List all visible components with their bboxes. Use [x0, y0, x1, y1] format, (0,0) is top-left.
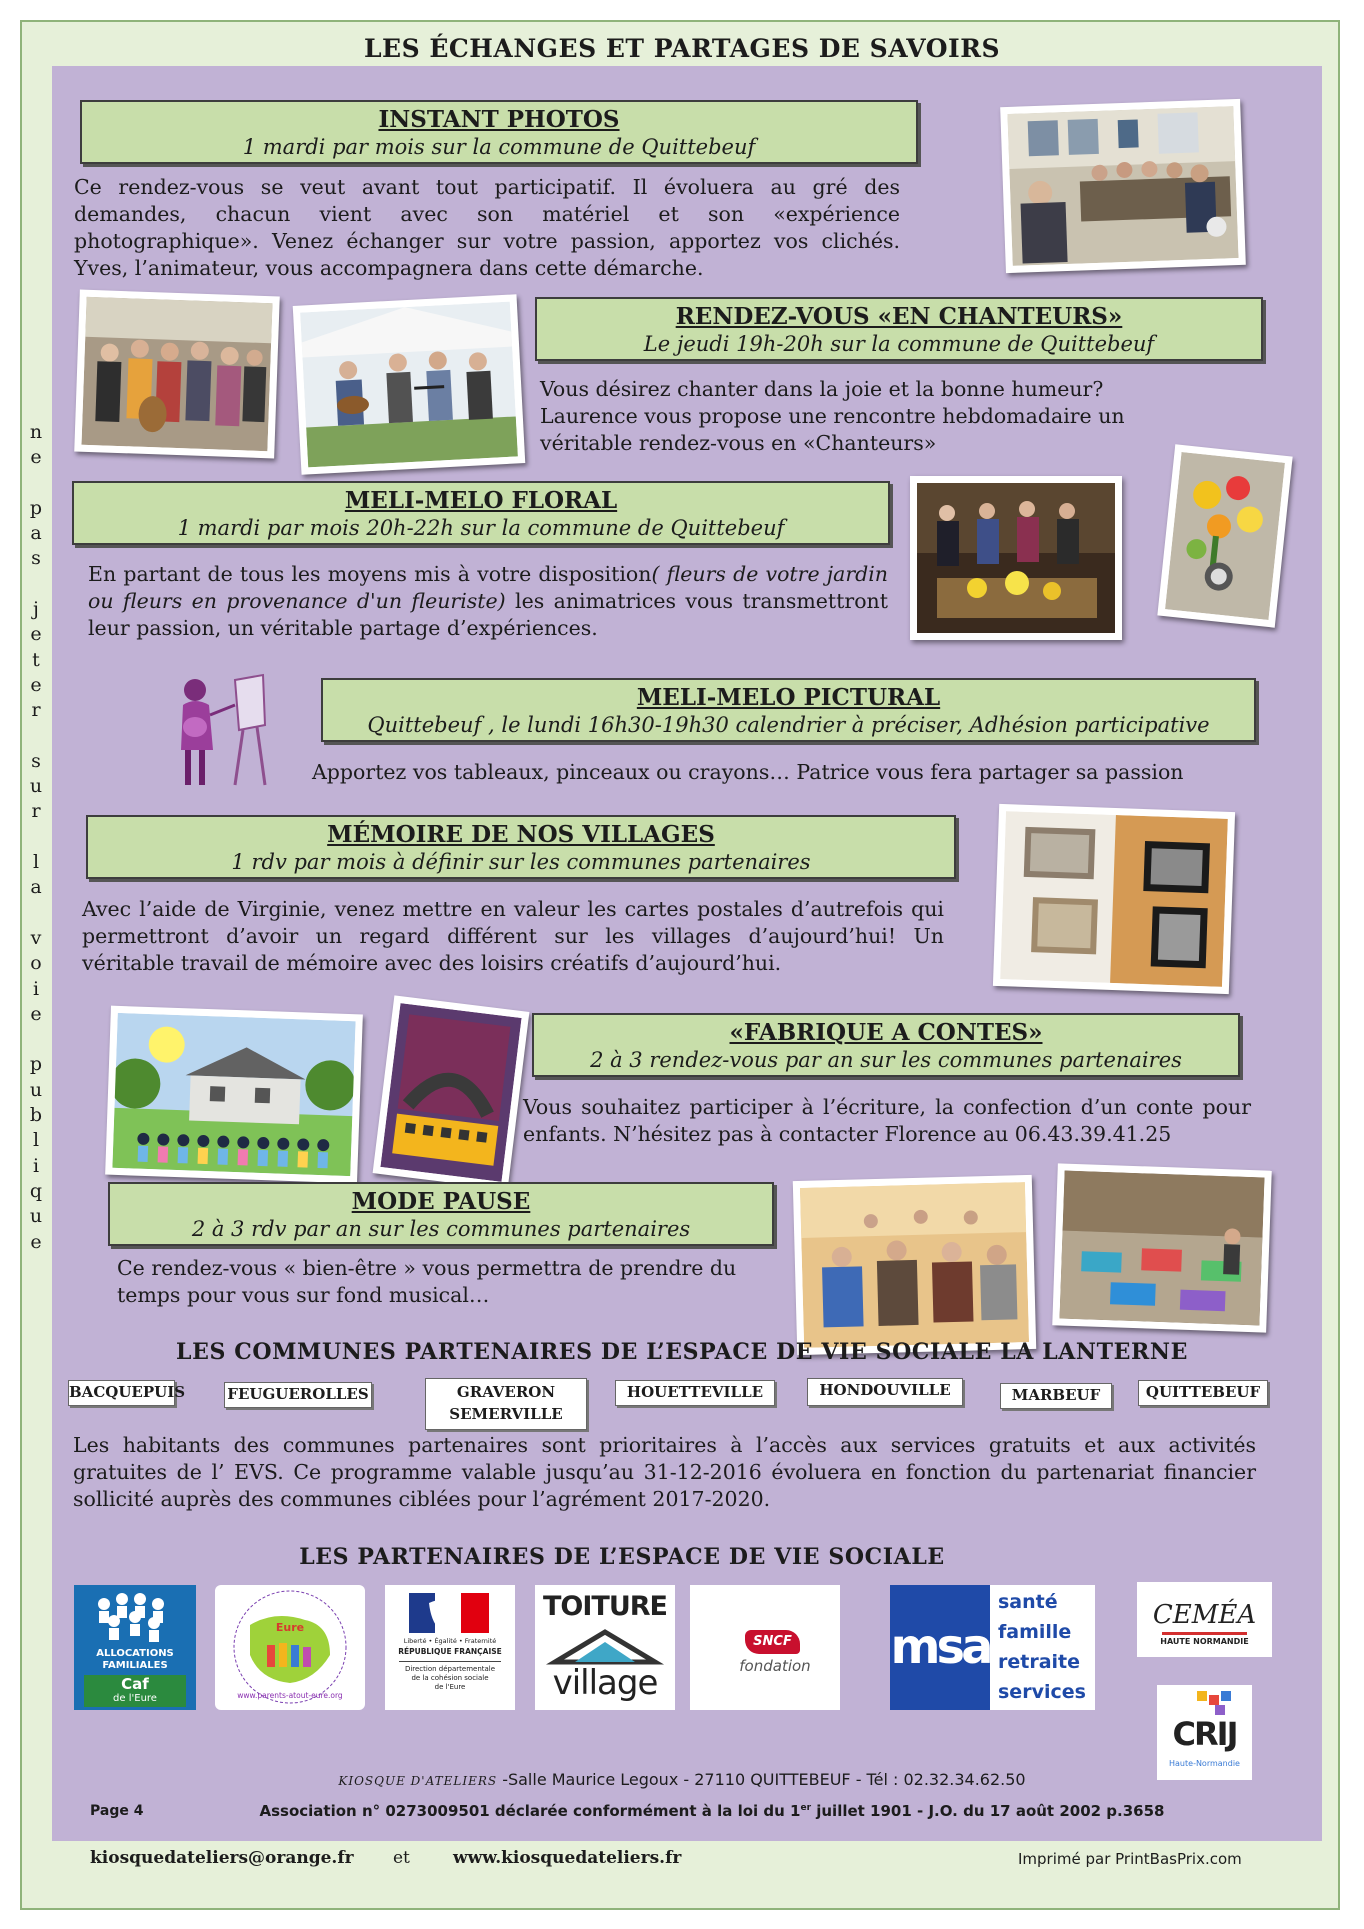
- msa-word: famille: [998, 1621, 1072, 1643]
- activity-text-instant-photos: Ce rendez-vous se veut avant tout participatif. Il évoluera au gré des demandes, chacun vient avec son matériel et son «expérience photographique». Venez échanger sur votre passion, apportez vos clichés. Yves, l’animateur, vous accompagnera dans cette démarche.: [74, 175, 900, 280]
- marianne-icon: [409, 1593, 489, 1633]
- vertical-letter: [27, 572, 45, 597]
- activity-title: MODE PAUSE: [351, 1188, 531, 1215]
- vertical-letter: e: [30, 673, 42, 696]
- footer-address: -Salle Maurice Legoux - 27110 QUITTEBEUF - Tél : 02.32.34.62.50: [497, 1770, 1026, 1789]
- logo-prefecture: [385, 1585, 515, 1710]
- vertical-letter: e: [30, 1230, 42, 1253]
- activity-subtitle: 2 à 3 rendez-vous par an sur les communes partenaires: [590, 1048, 1182, 1072]
- vertical-letter: e: [30, 623, 42, 646]
- reaap-url: www.parents-atout-eure.org: [237, 1691, 343, 1700]
- sncf-line2: fondation: [739, 1657, 811, 1675]
- activity-header-meli-melo-pictural: [321, 678, 1256, 742]
- vertical-letter: v: [30, 926, 42, 949]
- vertical-letter: n: [29, 421, 43, 443]
- activity-text-fabrique-contes: Vous souhaitez participer à l’écriture, la confection d’un conte pour enfants. N’hésitez pas à contacter Florence au 06.43.39.41.25: [523, 1095, 1251, 1146]
- commune-name: GRAVERON: [456, 1383, 556, 1401]
- crij-squares-icon: [1157, 1687, 1252, 1717]
- vertical-letter: l: [32, 1129, 40, 1152]
- vertical-letter: j: [33, 598, 39, 621]
- vertical-letter: o: [30, 952, 42, 975]
- activity-text-chanteurs: Vous désirez chanter dans la joie et la bonne humeur? Laurence vous propose une rencontre hebdomadaire un véritable rendez-vous en «Chanteurs»: [540, 377, 1125, 455]
- activity-text-meli-melo-pictural: Apportez vos tableaux, pinceaux ou crayons… Patrice vous fera partager sa passion: [312, 760, 1184, 784]
- commune-badge-double: [425, 1378, 587, 1430]
- caf-line2: FAMILIALES: [102, 1660, 168, 1671]
- photo-contes-2: [373, 995, 530, 1189]
- footer-address-line: [0, 1770, 1364, 1789]
- activity-subtitle: Le jeudi 19h-20h sur la commune de Quittebeuf: [643, 332, 1155, 356]
- commune-badge: QUITTEBEUF: [1138, 1380, 1268, 1406]
- photo-flower-workshop-icon: [917, 483, 1115, 633]
- footer-brand: KIOSQUE D'ATELIERS: [338, 1774, 498, 1788]
- cemea-line2: HAUTE NORMANDIE: [1160, 1637, 1249, 1646]
- commune-badge: HONDOUVILLE: [807, 1378, 963, 1406]
- vertical-letter: q: [29, 1179, 43, 1202]
- logo-msa: [890, 1585, 1095, 1710]
- vertical-letter: [27, 1027, 45, 1052]
- vertical-letter: r: [31, 800, 41, 823]
- photo-drawing-icon: [380, 1003, 521, 1182]
- vertical-letter: [27, 724, 45, 749]
- activity-header-memoire: [86, 815, 956, 879]
- photo-floral-2: [1157, 444, 1292, 627]
- vertical-letter: [27, 825, 45, 850]
- caf-line4: de l'Eure: [113, 1693, 157, 1704]
- rf-line4: de la cohésion sociale: [411, 1674, 489, 1682]
- logo-cemea: [1137, 1582, 1272, 1657]
- photo-outdoor-concert-icon: [300, 302, 518, 468]
- crij-line1: CRIJ: [1172, 1715, 1237, 1753]
- crij-line2: Haute-Normandie: [1169, 1759, 1240, 1768]
- footer-and: et: [393, 1848, 410, 1868]
- activity-subtitle: Quittebeuf , le lundi 16h30-19h30 calendrier à préciser, Adhésion participative: [367, 713, 1210, 737]
- activity-text-part: En partant de tous les moyens mis à votre disposition: [88, 562, 652, 586]
- photo-house-children-icon: [112, 1013, 355, 1176]
- activity-text-italic: ( fleurs de votre jardin ou fleurs en provenance d'un fleuriste): [88, 562, 889, 613]
- vertical-letter: e: [30, 1002, 42, 1025]
- logo-toiture-village: [535, 1585, 675, 1710]
- sncf-line1: SNCF: [745, 1630, 800, 1654]
- logo-crij: [1157, 1685, 1252, 1780]
- footer-association: [0, 1802, 1364, 1820]
- reaap-center-label: Eure: [275, 1621, 305, 1634]
- vertical-letter: s: [31, 547, 41, 570]
- toiture-line1: TOITURE: [543, 1591, 667, 1622]
- footer-printer: Imprimé par PrintBasPrix.com: [1018, 1850, 1242, 1868]
- activity-header-meli-melo-floral: [72, 481, 890, 545]
- association-sup: er: [800, 1803, 812, 1813]
- vertical-letter: t: [32, 648, 40, 671]
- footer-website[interactable]: www.kiosquedateliers.fr: [453, 1848, 682, 1868]
- photo-memoire: [993, 804, 1235, 994]
- vertical-letter: i: [32, 1154, 40, 1177]
- msa-word: services: [998, 1681, 1086, 1703]
- logo-caf: [74, 1585, 196, 1710]
- activity-title: «FABRIQUE A CONTES»: [729, 1019, 1043, 1046]
- commune-badge: FEUGUEROLLES: [224, 1382, 372, 1408]
- photo-hall-mats-icon: [1059, 1171, 1264, 1326]
- vertical-letter: p: [29, 1053, 43, 1076]
- activity-title: MELI-MELO PICTURAL: [636, 684, 941, 711]
- roof-icon: [545, 1627, 665, 1667]
- vertical-letter: u: [29, 775, 43, 798]
- photo-chanteurs-1: [74, 290, 280, 459]
- msa-letters: msa: [890, 1585, 990, 1710]
- vertical-letter: l: [32, 851, 40, 874]
- commune-badge: MARBEUF: [1000, 1383, 1112, 1409]
- photo-relaxation-group-icon: [800, 1182, 1029, 1348]
- vertical-letter: [27, 471, 45, 496]
- logo-reaap: [215, 1585, 365, 1710]
- activity-title: INSTANT PHOTOS: [378, 106, 620, 133]
- painter-icon: [165, 665, 275, 795]
- vertical-letter: a: [30, 876, 42, 899]
- activity-title: MÉMOIRE DE NOS VILLAGES: [327, 821, 715, 848]
- activity-text-meli-melo-floral: [88, 561, 888, 642]
- photo-mode-pause-1: [793, 1175, 1036, 1355]
- communes-title: LES COMMUNES PARTENAIRES DE L’ESPACE DE VIE SOCIALE LA LANTERNE: [176, 1339, 1188, 1365]
- cemea-line1: CEMÉA: [1152, 1600, 1257, 1630]
- msa-word: santé: [998, 1591, 1058, 1613]
- msa-word: retraite: [998, 1651, 1081, 1673]
- commune-badge: HOUETTEVILLE: [615, 1380, 775, 1406]
- activity-title: MELI-MELO FLORAL: [344, 487, 618, 514]
- vertical-letter: u: [29, 1078, 43, 1101]
- activity-subtitle: 1 rdv par mois à définir sur les communes partenaires: [231, 850, 811, 874]
- activity-title: RENDEZ-VOUS «EN CHANTEURS»: [675, 303, 1123, 330]
- commune-badge: BACQUEPUIS: [68, 1380, 175, 1406]
- activity-header-mode-pause: [108, 1182, 774, 1246]
- caf-family-icon: [74, 1589, 196, 1649]
- association-text: Association n° 0273009501 déclarée conformément à la loi du 1: [259, 1802, 801, 1820]
- activity-subtitle: 2 à 3 rdv par an sur les communes partenaires: [191, 1217, 691, 1241]
- commune-name: SEMERVILLE: [449, 1405, 563, 1423]
- rf-line5: de l'Eure: [434, 1683, 466, 1691]
- activity-text-mode-pause: Ce rendez-vous « bien-être » vous permettra de prendre du temps pour vous sur fond musical…: [117, 1256, 737, 1307]
- photo-group-meeting-icon: [1007, 106, 1238, 266]
- activity-subtitle: 1 mardi par mois sur la commune de Quittebeuf: [242, 135, 756, 159]
- activity-header-fabrique-contes: [532, 1013, 1240, 1077]
- logo-sncf-fondation: [690, 1585, 840, 1710]
- photo-floral-1: [910, 476, 1122, 640]
- toiture-line2: village: [552, 1663, 658, 1703]
- photo-postcard-frames-icon: [1000, 811, 1228, 987]
- rf-line3: Direction départementale: [404, 1665, 496, 1673]
- page-title: LES ÉCHANGES ET PARTAGES DE SAVOIRS: [363, 34, 1001, 63]
- photo-contes-1: [105, 1006, 363, 1184]
- activity-header-instant-photos: [80, 100, 918, 164]
- photo-chanteurs-2: [293, 294, 526, 474]
- vertical-letter: a: [30, 522, 42, 545]
- vertical-letter: [27, 901, 45, 926]
- activity-subtitle: 1 mardi par mois 20h-22h sur la commune de Quittebeuf: [177, 516, 785, 540]
- vertical-letter: p: [29, 496, 43, 519]
- photo-singers-group-icon: [81, 297, 272, 451]
- activity-header-chanteurs: [535, 297, 1263, 361]
- partners-title: LES PARTENAIRES DE L’ESPACE DE VIE SOCIALE: [299, 1544, 945, 1570]
- communes-text: Les habitants des communes partenaires sont prioritaires à l’accès aux services gratuits et aux activités gratuites de l’ EVS. Ce programme valable jusqu’au 31-12-2016 évoluera en fonction du partenariat financier sollicité auprès des communes ciblées pour l’agrément 2017-2020.: [73, 1433, 1256, 1511]
- association-text: juillet 1901 - J.O. du 17 août 2002 p.3658: [811, 1802, 1165, 1820]
- rf-line1: Liberté • Égalité • Fraternité: [403, 1637, 497, 1645]
- photo-mode-pause-2: [1052, 1163, 1272, 1332]
- footer-email[interactable]: kiosquedateliers@orange.fr: [90, 1848, 354, 1868]
- vertical-letter: b: [29, 1104, 43, 1127]
- rf-line2: RÉPUBLIQUE FRANÇAISE: [398, 1647, 502, 1656]
- activity-text-memoire: Avec l’aide de Virginie, venez mettre en valeur les cartes postales d’autrefois qui permettront d’avoir un regard différent sur les villages d’aujourd’hui! Un véritable travail de mémoire avec des loisirs créatifs d’aujourd’hui.: [82, 897, 944, 975]
- page-number: Page 4: [90, 1803, 144, 1819]
- activity-text-part: les animatrices vous transmettront leur passion, un véritable partage d’expériences.: [88, 589, 888, 640]
- caf-line1: ALLOCATIONS: [96, 1648, 174, 1659]
- vertical-letter: u: [29, 1205, 43, 1228]
- vertical-letter: i: [32, 977, 40, 1000]
- caf-line3: Caf: [121, 1675, 149, 1693]
- vertical-letter: r: [31, 699, 41, 722]
- vertical-notice: [27, 420, 45, 1255]
- photo-instant-photos: [1000, 99, 1246, 273]
- vertical-letter: s: [31, 749, 41, 772]
- photo-bouquet-icon: [1165, 452, 1285, 620]
- painter-illustration: [165, 665, 275, 795]
- vertical-letter: e: [30, 446, 42, 469]
